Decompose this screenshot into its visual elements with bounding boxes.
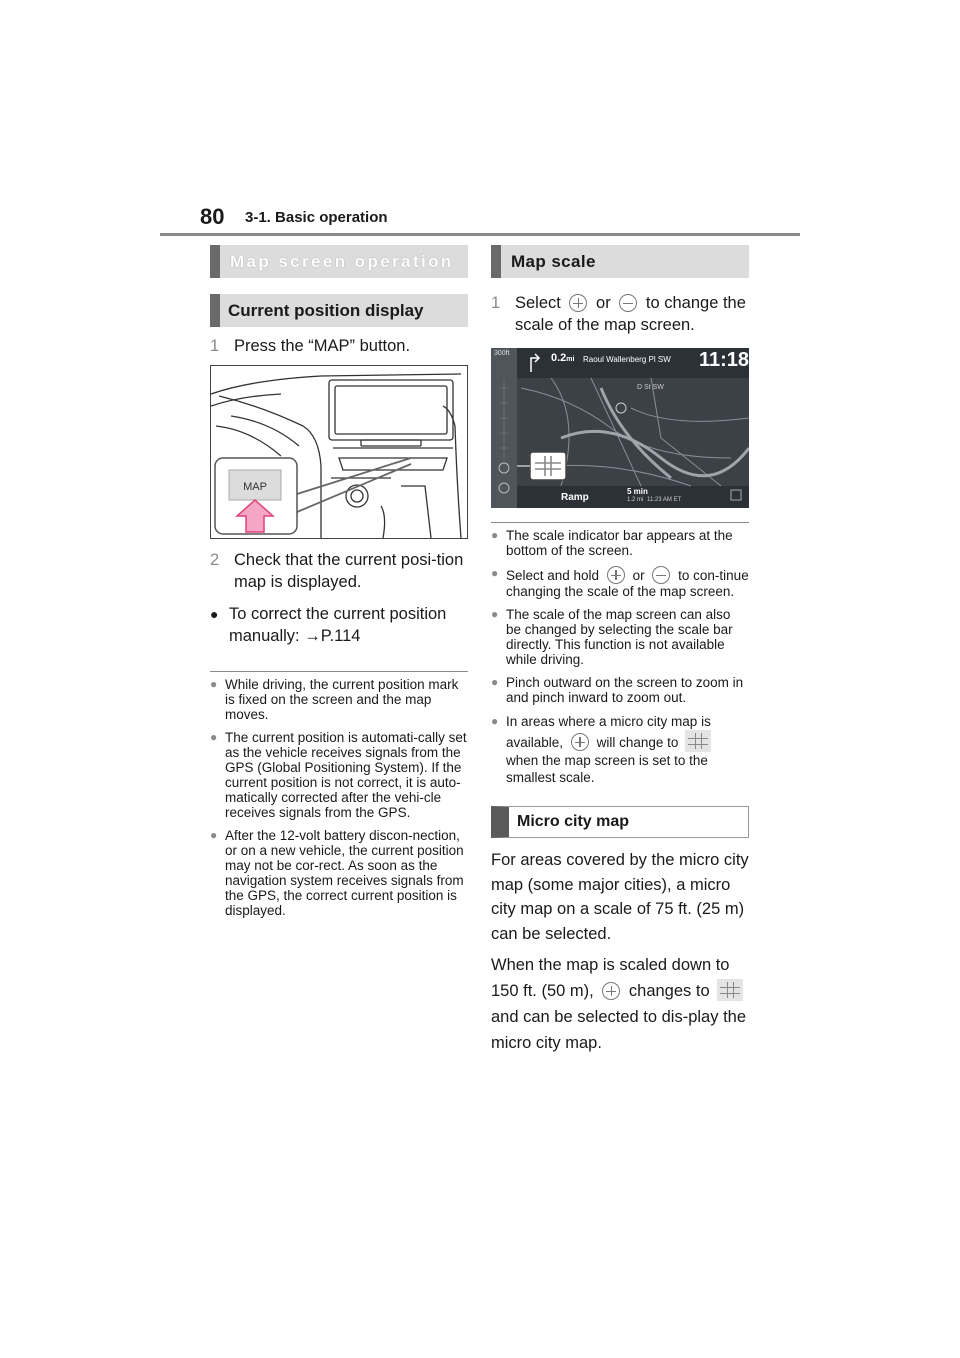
subsection-heading [210,294,468,327]
note-text: or [632,568,645,583]
note-item [491,713,749,786]
note-item [210,730,468,820]
bullet-text: To correct the current position manually: [229,605,447,645]
note-text: The scale indicator bar appears at the bottom of the screen. [506,528,733,558]
header-divider [160,233,800,236]
subsection-heading-text: Micro city map [517,813,630,830]
step-2 [210,549,468,593]
step-1 [210,335,468,357]
map-street-label: D St SW [637,384,664,391]
map-eta-clock: 11:23 AM ET [647,497,682,503]
bullet-icon: ● [491,714,499,728]
section-title: 3-1. Basic operation [245,209,388,226]
notes-block [210,671,468,918]
map-screenshot [491,348,749,508]
paragraph-text: changes to [628,982,710,1000]
map-eta-distance: 1.2 mi [627,497,644,503]
bullet-icon: ● [210,828,218,842]
bullet-icon: ● [491,607,499,621]
map-clock: 11:18 [699,349,749,371]
note-text: to con-tinue changing the scale of the map screen. [506,568,749,599]
page-number: 80 [200,204,225,229]
zoom-in-icon [569,294,587,312]
map-next-turn: Ramp [561,492,589,503]
subsection-heading [491,806,749,838]
paragraph [491,952,749,1056]
bullet-icon: ● [210,730,218,744]
bullet-icon: ● [210,606,219,622]
paragraph-text: and can be selected to dis-play the micro city map. [491,1008,747,1052]
dashboard-illustration [210,365,468,539]
note-item [491,528,749,558]
step-text: Press the “MAP” button. [234,337,411,355]
step-number: 1 [210,337,220,355]
note-text: While driving, the current position mark is fixed on the screen and the map moves. [225,677,459,722]
map-street-name: Raoul Wallenberg Pl SW [583,355,671,364]
subsection-heading-text: Current position display [228,300,424,320]
note-text: Pinch outward on the screen to zoom in and pinch inward to zoom out. [506,675,744,705]
section-heading-text: Map screen operation [230,251,454,271]
note-item [491,675,749,705]
step-1 [491,292,749,336]
paragraph-text: When the map is scaled down to 150 ft. (50 m), [491,956,730,1000]
note-text: In areas where a micro city map is available, [506,714,711,750]
bullet-icon: ● [491,675,499,689]
bullet-item [210,603,468,647]
note-item [491,566,749,599]
bullet-icon: ● [491,528,499,542]
micro-city-map-icon [717,979,743,1001]
micro-city-map-icon [685,730,711,752]
notes-block [491,522,749,786]
step-number: 1 [491,294,501,312]
zoom-in-icon [571,733,589,751]
map-scale-label: 300ft [494,350,510,357]
step-text: or [596,294,611,312]
note-text: when the map screen is set to the smallest scale. [506,753,708,785]
note-item [491,607,749,667]
note-text: Select and hold [506,568,600,583]
step-text: Check that the current posi-tion map is displayed. [234,551,464,591]
map-distance: 0.2mi [551,352,575,364]
zoom-in-icon [602,982,620,1000]
paragraph: For areas covered by the micro city map (some major cities), a micro city map on a scale of 75 ft. (25 m) can be selected. [491,851,749,943]
section-heading [491,245,749,278]
zoom-out-icon [652,566,670,584]
note-item [210,828,468,918]
map-eta-time: 5 min [627,487,648,496]
map-button-label: MAP [243,481,267,493]
left-column [210,245,468,926]
note-text: will change to [596,735,679,750]
note-text: After the 12-volt battery discon-nection, or on a new vehicle, the current position may not be cor-rect. As soon as the navigation system receives signals from the GPS, the correct current position is displayed. [225,828,464,918]
note-text: The scale of the map screen can also be changed by selecting the scale bar directly. This function is not available while driving. [506,607,733,667]
step-text: Select [515,294,561,312]
note-item [210,677,468,722]
right-column [491,245,749,1056]
note-text: The current position is automati-cally set as the vehicle receives signals from the GPS (Global Positioning System). If the current position is not correct, it is auto-matically corrected after the vehi-cle receives signals from the GPS. [225,730,467,820]
page-reference-link[interactable]: →P.114 [304,627,361,645]
section-heading-text: Map scale [511,251,596,271]
step-number: 2 [210,551,220,569]
bullet-icon: ● [491,566,499,580]
bullet-icon: ● [210,677,218,691]
step-text: to change the scale of the map screen. [515,294,746,334]
dashboard-drawing [211,366,467,538]
section-heading [210,245,468,278]
zoom-out-icon [619,294,637,312]
map-drawing [491,348,749,508]
zoom-in-icon [607,566,625,584]
